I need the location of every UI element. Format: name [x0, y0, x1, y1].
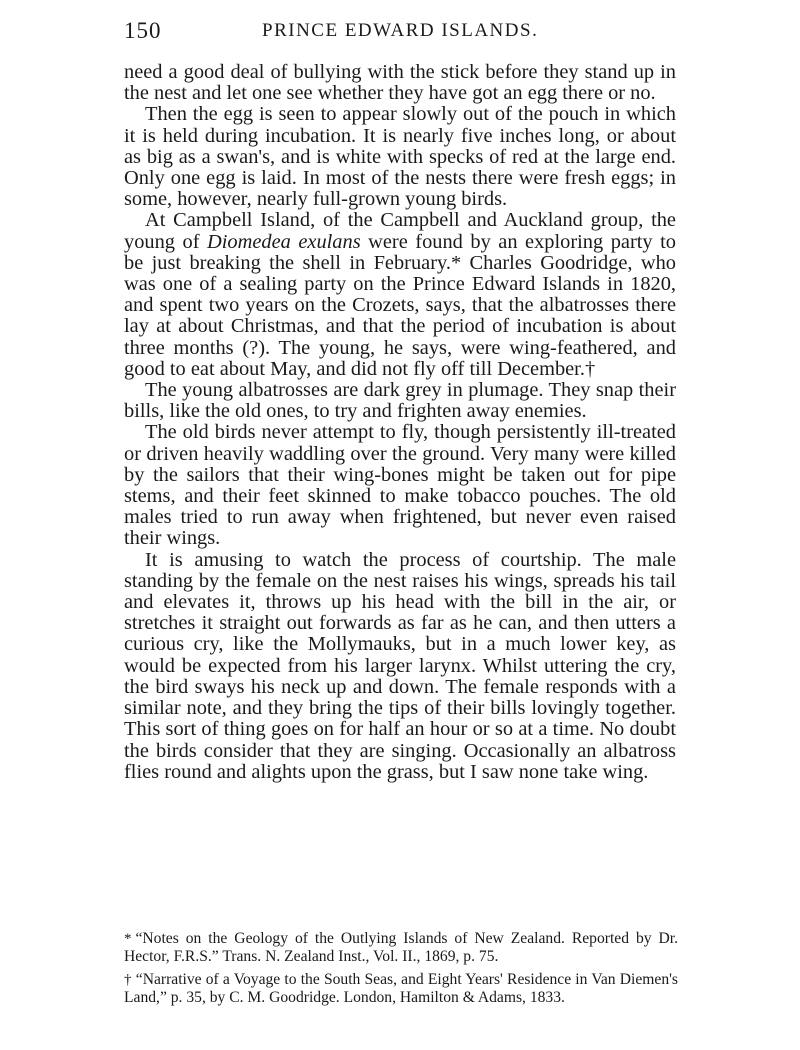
footnote-text: “Narrative of a Voyage to the South Seas, and Eight Years' Residence in Van Diemen's Land,” p. 35, by C. M. Goodridge. London, Hamilton & Adams, 1833.	[124, 971, 678, 1006]
text-segment: were found by an exploring party to be just breaking the shell in February.* Charles Goodridge, who was one of a sealing party on the Prince Edward Islands in 1820, and spent two years on the Crozets, says, that the albatrosses there lay at about Christmas, and that the period of incubation is about three months (?). The young, he says, were wing-feathered, and good to eat about May, and did not fly off till December.†	[124, 230, 676, 380]
body-text	[124, 62, 676, 783]
paragraph-old-birds: The old birds never attempt to fly, though persistently ill-treated or driven heavily waddling over the ground. Very many were killed by the sailors that their wing-bones might be taken out for pipe stems, and their feet skinned to make tobacco pouches. The old males tried to run away when frightened, but never even raised their wings.	[124, 421, 676, 550]
footnote	[124, 930, 678, 965]
footnote	[124, 971, 678, 1006]
footnote-mark: *	[124, 931, 132, 947]
paragraph-egg: Then the egg is seen to appear slowly out of the pouch in which it is held during incubation. It is nearly five inches long, or about as big as a swan's, and is white with specks of red at the large end. Only one egg is laid. In most of the nests there were fresh eggs; in some, however, nearly full-grown young birds.	[124, 103, 676, 211]
page-number: 150	[124, 18, 162, 43]
paragraph-courtship: It is amusing to watch the process of courtship. The male standing by the female on the nest raises his wings, spreads his tail and elevates it, throws up his head with the bill in the air, or stretches it straight out forwards as far as he can, and then utters a curious cry, like the Mollymauks, but in a much lower key, as would be expected from his larger larynx. Whilst uttering the cry, the bird sways his neck up and down. The female responds with a similar note, and they bring the tips of their bills lovingly together. This sort of thing goes on for half an hour or so at a time. No doubt the birds consider that they are singing. Occasionally an albatross flies round and alights upon the grass, but I saw none take wing.	[124, 548, 676, 783]
footnotes	[124, 930, 678, 1012]
text-segment: At Campbell Island, of the Campbell and Auckland group, the young of	[124, 209, 676, 253]
paragraph-young-albatrosses: The young albatrosses are dark grey in plumage. They snap their bills, like the old ones, to try and frighten away enemies.	[124, 379, 676, 423]
footnote-mark: †	[124, 972, 132, 988]
paragraph-continued: need a good deal of bullying with the stick before they stand up in the nest and let one see whether they have got an egg there or no.	[124, 61, 676, 105]
paragraph-campbell-island	[124, 210, 676, 380]
running-head: PRINCE EDWARD ISLANDS.	[262, 20, 539, 41]
page-header	[124, 18, 676, 50]
species-name: Diomedea exulans	[207, 230, 361, 253]
footnote-text: “Notes on the Geology of the Outlying Islands of New Zealand. Reported by Dr. Hector, F.R.S.” Trans. N. Zealand Inst., Vol. II., 1869, p. 75.	[124, 930, 678, 965]
